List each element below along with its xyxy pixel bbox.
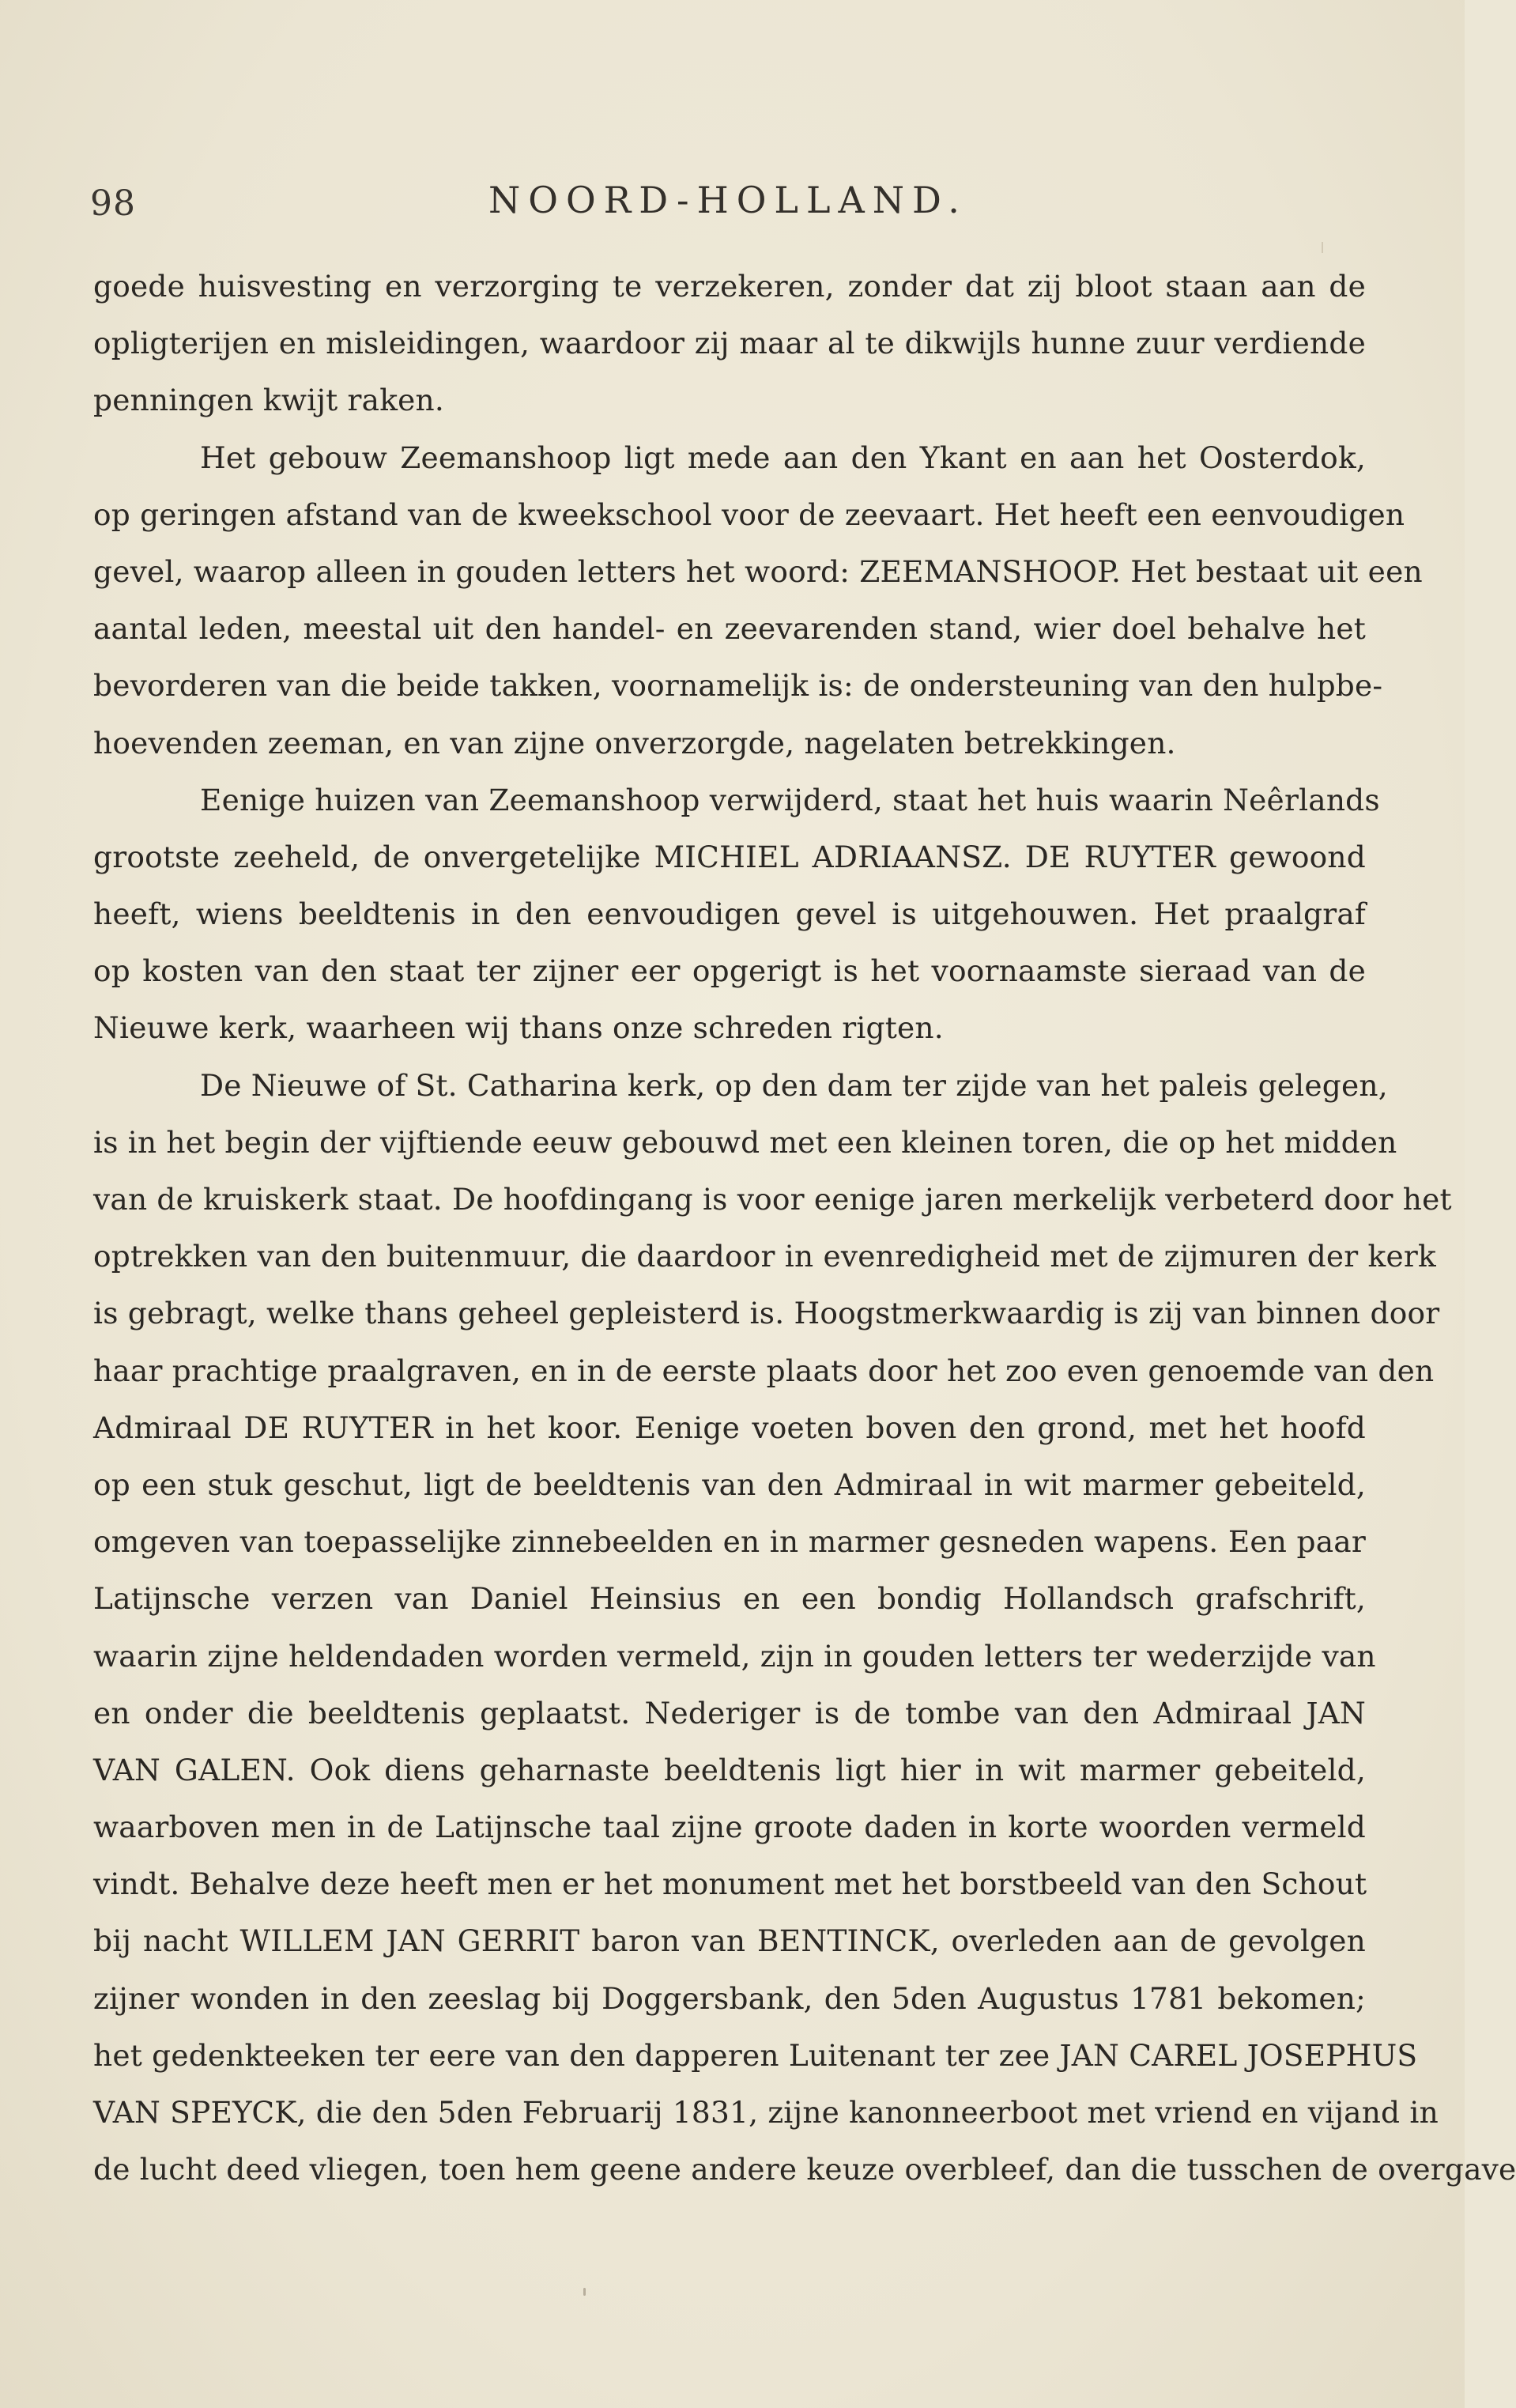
text-line: opligterijen en misleidingen, waardoor zij maar al te dikwijls hunne zuur verdiende xyxy=(93,326,1366,361)
text-line: Eenige huizen van Zeemanshoop verwijderd, staat het huis waarin Neêrlands xyxy=(200,782,1380,817)
paper-blemish xyxy=(1322,242,1323,253)
text-line: haar prachtige praalgraven, en in de eerste plaats door het zoo even genoemde van den xyxy=(93,1353,1435,1388)
text-line: goede huisvesting en verzorging te verzekeren, zonder dat zij bloot staan aan de xyxy=(93,269,1366,304)
text-line: op geringen afstand van de kweekschool voor de zeevaart. Het heeft een eenvoudigen xyxy=(93,496,1405,532)
body-text xyxy=(93,258,1516,2198)
page-header xyxy=(0,176,1465,239)
text-line: is gebragt, welke thans geheel gepleisterd is. Hoogstmerkwaardig is zij van binnen door xyxy=(93,1296,1440,1331)
text-line: VAN SPEYCK, die den 5den Februarij 1831, zijne kanonneerboot met vriend en vijand in xyxy=(93,2095,1439,2130)
text-line: zijner wonden in den zeeslag bij Doggersbank, den 5den Augustus 1781 bekomen; xyxy=(93,1980,1366,2016)
text-line: het gedenkteeken ter eere van den dapperen Luitenant ter zee JAN CAREL JOSEPHUS xyxy=(93,2037,1418,2073)
text-line: Latijnsche verzen van Daniel Heinsius en een bondig Hollandsch grafschrift, xyxy=(93,1581,1366,1617)
text-line: en onder die beeldtenis geplaatst. Nederiger is de tombe van den Admiraal JAN xyxy=(93,1695,1366,1731)
paper-blemish xyxy=(583,2288,586,2296)
text-line: grootste zeeheld, de onvergetelijke MICHIEL ADRIAANSZ. DE RUYTER gewoond xyxy=(93,839,1366,874)
text-line: VAN GALEN. Ook diens geharnaste beeldtenis ligt hier in wit marmer gebeiteld, xyxy=(93,1752,1366,1787)
text-line: aantal leden, meestal uit den handel- en zeevarenden stand, wier doel behalve het xyxy=(93,611,1366,647)
text-line: bij nacht WILLEM JAN GERRIT baron van BENTINCK, overleden aan de gevolgen xyxy=(93,1923,1366,1959)
text-line: waarboven men in de Latijnsche taal zijne groote daden in korte woorden vermeld xyxy=(93,1810,1366,1845)
text-line: optrekken van den buitenmuur, die daardoor in evenredigheid met de zijmuren der kerk xyxy=(93,1239,1436,1274)
text-line: bevorderen van die beide takken, voornamelijk is: de ondersteuning van den hulpbe- xyxy=(93,668,1383,704)
text-line: Het gebouw Zeemanshoop ligt mede aan den Ykant en aan het Oosterdok, xyxy=(200,440,1366,475)
text-line: hoevenden zeeman, en van zijne onverzorgde, nagelaten betrekkingen. xyxy=(93,725,1176,761)
text-line: omgeven van toepasselijke zinnebeelden en in marmer gesneden wapens. Een paar xyxy=(93,1524,1366,1560)
text-line: op een stuk geschut, ligt de beeldtenis van den Admiraal in wit marmer gebeiteld, xyxy=(93,1466,1366,1502)
text-line: De Nieuwe of St. Catharina kerk, op den dam ter zijde van het paleis gelegen, xyxy=(200,1067,1388,1103)
text-line: penningen kwijt raken. xyxy=(93,383,445,418)
text-line: Nieuwe kerk, waarheen wij thans onze schreden rigten. xyxy=(93,1010,944,1046)
text-line: vindt. Behalve deze heeft men er het monument met het borstbeeld van den Schout xyxy=(93,1866,1367,1902)
text-line: de lucht deed vliegen, toen hem geene andere keuze overbleef, dan die tusschen de overgave xyxy=(93,2152,1516,2187)
text-line: heeft, wiens beeldtenis in den eenvoudigen gevel is uitgehouwen. Het praalgraf xyxy=(93,896,1366,932)
text-line: van de kruiskerk staat. De hoofdingang is voor eenige jaren merkelijk verbeterd door het xyxy=(93,1182,1452,1217)
text-line: op kosten van den staat ter zijner eer opgerigt is het voornaamste sieraad van de xyxy=(93,953,1366,989)
page-number: 98 xyxy=(90,183,136,224)
running-title: NOORD-HOLLAND. xyxy=(488,179,967,221)
text-line: gevel, waarop alleen in gouden letters het woord: ZEEMANSHOOP. Het bestaat uit een xyxy=(93,553,1423,589)
text-line: waarin zijne heldendaden worden vermeld, zijn in gouden letters ter wederzijde van xyxy=(93,1638,1376,1674)
text-line: is in het begin der vijftiende eeuw gebouwd met een kleinen toren, die op het midden xyxy=(93,1124,1397,1160)
text-line: Admiraal DE RUYTER in het koor. Eenige voeten boven den grond, met het hoofd xyxy=(93,1410,1366,1445)
